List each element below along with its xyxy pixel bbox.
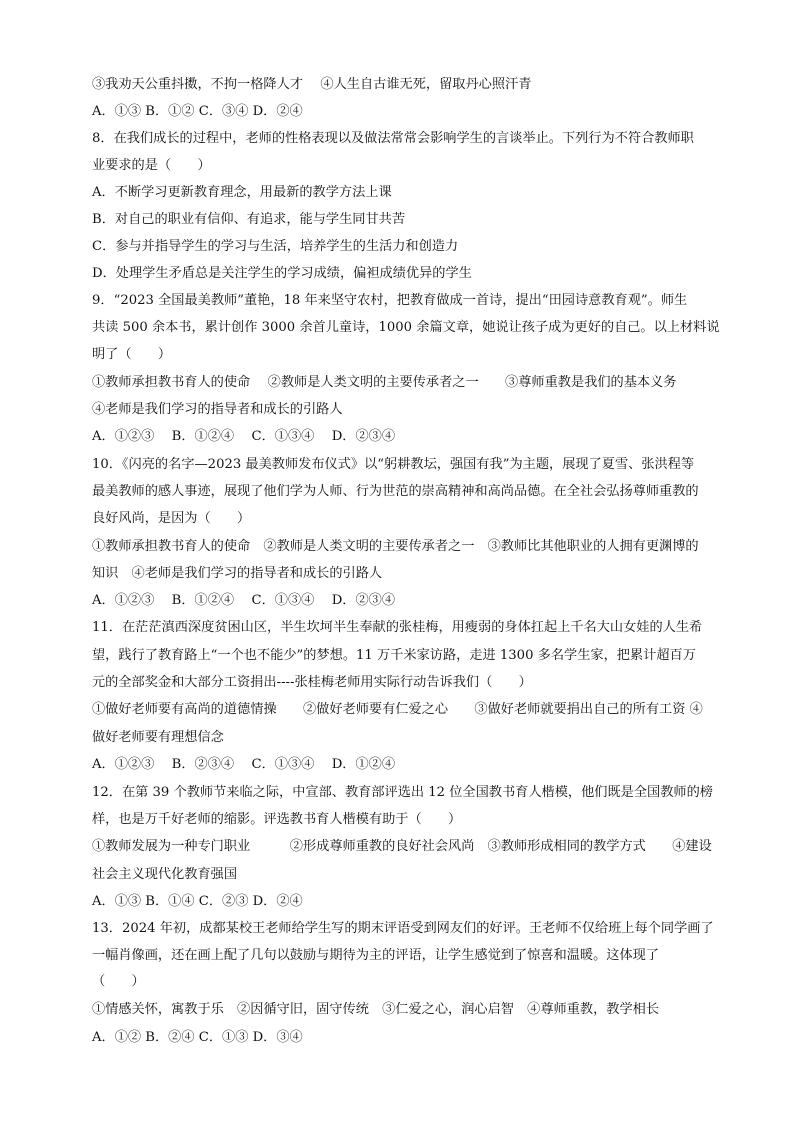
text-line: 一幅肖像画，还在画上配了几句以鼓励与期待为主的评语，让学生感觉到了惊喜和温暖。这体现了 bbox=[92, 948, 660, 963]
text-line: 社会主义现代化教育强国 bbox=[92, 867, 238, 882]
text-line: 明了（ ） bbox=[92, 347, 172, 362]
text-line: 望，践行了教育路上“一个也不能少”的梦想。11 万千米家访路，走进 1300 多名学生家，把累计超百万 bbox=[92, 648, 696, 663]
text-line: 良好风尚，是因为（ ） bbox=[92, 511, 251, 526]
text-line: ④老师是我们学习的指导者和成长的引路人 bbox=[92, 402, 343, 417]
text-line: ③我劝天公重抖擞，不拘一格降人才 ④人生自古谁无死，留取丹心照汗青 bbox=[92, 77, 532, 92]
text-line: A．①③ B．①④ C．②③ D．②④ bbox=[92, 894, 303, 909]
text-line: A．不断学习更新教育理念，用最新的教学方法上课 bbox=[92, 185, 392, 200]
text-line: 13．2024 年初，成都某校王老师给学生写的期末评语受到网友们的好评。王老师不仅给班上每个同学画了 bbox=[92, 921, 714, 936]
text-line: 业要求的是（ ） bbox=[92, 158, 211, 173]
text-line: （ ） bbox=[92, 974, 145, 989]
text-line: C．参与并指导学生的学习与生活，培养学生的生活力和创造力 bbox=[92, 239, 459, 254]
text-line: A．①③ B．①② C．③④ D．②④ bbox=[92, 104, 303, 119]
text-line: 知识 ④老师是我们学习的指导者和成长的引路人 bbox=[92, 566, 383, 581]
text-line: B．对自己的职业有信仰、有追求，能与学生同甘共苦 bbox=[92, 212, 406, 227]
text-line: 共读 500 余本书，累计创作 3000 余首儿童诗，1000 余篇文章，她说让孩子成为更好的自己。以上材料说 bbox=[92, 320, 720, 335]
text-line: ①教师发展为一种专门职业 ②形成尊师重教的良好社会风尚 ③教师形成相同的教学方式 ④建设 bbox=[92, 839, 712, 854]
text-line: 样，也是万千好老师的缩影。评选教书育人楷模有助于（ ） bbox=[92, 812, 462, 827]
text-line: 最美教师的感人事迹，展现了他们学为人师、行为世范的崇高精神和高尚品德。在全社会弘扬尊师重教的 bbox=[92, 484, 699, 499]
text-line: A．①②③ B．①②④ C．①③④ D．②③④ bbox=[92, 429, 396, 444]
text-line: 11．在茫茫滇西深度贫困山区，半生坎坷半生奉献的张桂梅，用瘦弱的身体扛起上千名大山女娃的人生希 bbox=[92, 620, 703, 635]
text-line: A．①②③ B．②③④ C．①③④ D．①②④ bbox=[92, 757, 396, 772]
text-line: 元的全部奖金和大部分工资捐出----张桂梅老师用实际行动告诉我们（ ） bbox=[92, 675, 532, 690]
text-line: ①做好老师要有高尚的道德情操 ②做好老师要有仁爱之心 ③做好老师就要捐出自己的所有工资 ④ bbox=[92, 702, 703, 717]
text-line: ①教师承担教书育人的使命 ②教师是人类文明的主要传承者之一 ③教师比其他职业的人拥有更渊博的 bbox=[92, 539, 699, 554]
text-line: 9．“2023 全国最美教师”董艳，18 年来坚守农村，把教育做成一首诗，提出“田园诗意教育观”。师生 bbox=[92, 293, 688, 308]
text-line: ①情感关怀，寓教于乐 ②因循守旧，固守传统 ③仁爱之心，润心启智 ④尊师重教，教学相长 bbox=[92, 1002, 660, 1017]
text-line: 10．《闪亮的名字—2023 最美教师发布仪式》以“躬耕教坛，强国有我”为主题，展现了夏雪、张洪程等 bbox=[92, 457, 695, 472]
text-line: D．处理学生矛盾总是关注学生的学习成绩，偏袒成绩优异的学生 bbox=[92, 266, 472, 281]
text-line: A．①②③ B．①②④ C．①③④ D．②③④ bbox=[92, 593, 396, 608]
text-line: 12．在第 39 个教师节来临之际，中宣部、教育部评选出 12 位全国教书育人楷模，他们既是全国教师的榜 bbox=[92, 785, 713, 800]
text-line: 做好老师要有理想信念 bbox=[92, 730, 224, 745]
text-line: A．①② B．②④ C．①③ D．③④ bbox=[92, 1030, 303, 1045]
text-line: 8．在我们成长的过程中，老师的性格表现以及做法常常会影响学生的言谈举止。下列行为不符合教师职 bbox=[92, 131, 694, 146]
text-line: ①教师承担教书育人的使命 ②教师是人类文明的主要传承者之一 ③尊师重教是我们的基本义务 bbox=[92, 375, 677, 390]
